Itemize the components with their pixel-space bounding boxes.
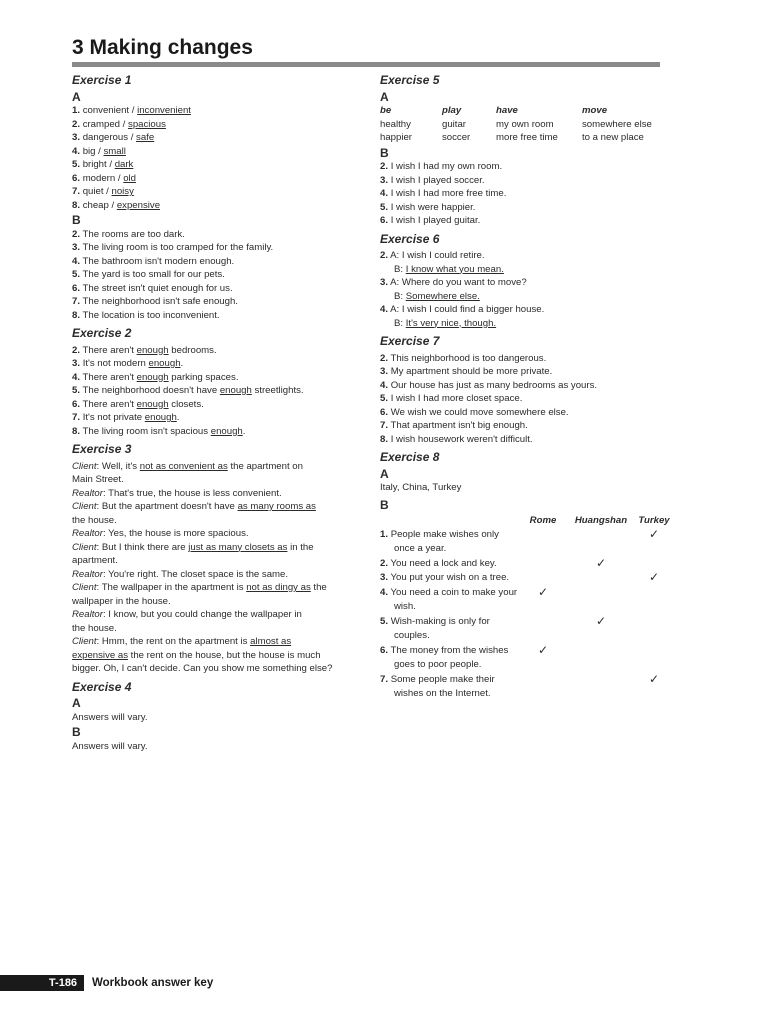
- item-number: 2.: [380, 161, 389, 172]
- table-cell: soccer: [442, 132, 471, 143]
- list-item: [72, 255, 362, 269]
- empty-cell: [518, 528, 568, 557]
- item-number: 3.: [72, 132, 81, 143]
- check-mark-icon: ✓: [648, 526, 660, 541]
- item-text: I wish were happier.: [390, 201, 476, 213]
- item-text: parking spaces.: [168, 371, 239, 383]
- item-text: There aren't: [82, 344, 137, 356]
- list-item: [380, 406, 670, 420]
- title-rule: [72, 62, 660, 67]
- empty-cell: [568, 571, 634, 586]
- statement-text: The money from the wishes goes to poor people.: [390, 644, 509, 670]
- answer-underlined: inconvenient: [137, 105, 191, 116]
- response-prefix: B:: [394, 290, 406, 302]
- item-number: 4.: [380, 586, 389, 598]
- item-text: That apartment isn't big enough.: [390, 420, 528, 431]
- item-text: bright /: [82, 159, 115, 170]
- list-item-response: [380, 263, 670, 277]
- list-item: [72, 199, 362, 213]
- answer-underlined: It's very nice, though.: [405, 317, 497, 329]
- exercise-1-a-list: [72, 104, 362, 212]
- item-text: The living room isn't spacious: [82, 425, 211, 437]
- exercise-1-a-label: A: [72, 89, 81, 104]
- list-item: [380, 249, 670, 263]
- list-item: [380, 187, 670, 201]
- item-text: I wish I played soccer.: [390, 174, 485, 186]
- exercise-8-b-label: B: [380, 497, 389, 512]
- item-number: 6.: [380, 644, 389, 656]
- item-text: The bathroom isn't modern enough.: [82, 255, 235, 267]
- statement-text: Some people make their wishes on the Internet.: [390, 673, 495, 699]
- answer-underlined: spacious: [128, 118, 166, 130]
- item-number: 5.: [72, 385, 81, 396]
- item-text: The neighborhood isn't safe enough.: [82, 296, 238, 307]
- item-number: 6.: [380, 406, 389, 418]
- empty-cell: [568, 528, 634, 557]
- page-title: 3 Making changes: [72, 36, 253, 59]
- response-prefix: B:: [394, 263, 406, 275]
- item-number: 7.: [380, 673, 389, 685]
- item-text: The location is too inconvenient.: [82, 309, 220, 321]
- item-number: 7.: [380, 420, 389, 431]
- list-item: [72, 309, 362, 323]
- empty-cell: [634, 644, 674, 673]
- item-number: 5.: [380, 615, 389, 627]
- check-mark-icon: ✓: [595, 555, 607, 570]
- item-text: I wish I had more free time.: [390, 188, 507, 199]
- exercise-4-a-label: A: [72, 696, 81, 710]
- exercise-7-title: Exercise 7: [380, 334, 440, 348]
- list-item: [380, 392, 670, 406]
- list-item: [380, 214, 670, 228]
- exercise-5-a-label: A: [380, 89, 389, 104]
- table-header: play: [442, 105, 462, 116]
- exercise-1-title: Exercise 1: [72, 73, 132, 87]
- item-number: 8.: [72, 309, 81, 321]
- item-text: There aren't: [82, 371, 137, 383]
- exercise-6-list: [380, 249, 670, 330]
- list-item: [72, 172, 362, 186]
- table-cell: somewhere else: [582, 118, 652, 130]
- table-header: Rome: [529, 515, 557, 526]
- list-item: [380, 365, 670, 379]
- list-item: [380, 160, 670, 174]
- list-item: [72, 158, 362, 172]
- item-text: .: [242, 425, 246, 437]
- item-text: closets.: [168, 398, 204, 410]
- exercise-3-title: Exercise 3: [72, 442, 132, 456]
- empty-cell: [568, 673, 634, 702]
- list-item: [380, 201, 670, 215]
- list-item: [72, 425, 362, 439]
- item-number: 3.: [380, 277, 389, 288]
- item-text: I wish I had my own room.: [390, 161, 503, 172]
- item-text: .: [180, 358, 184, 369]
- statement: [380, 528, 518, 557]
- item-number: 2.: [72, 344, 81, 356]
- left-column: [72, 72, 362, 753]
- exercise-4-title: Exercise 4: [72, 679, 132, 694]
- exercise-8-table: [380, 514, 670, 702]
- list-item: [72, 344, 362, 358]
- item-text: I wish I played guitar.: [390, 215, 481, 226]
- exercise-1-b-label: B: [72, 213, 81, 227]
- answer-underlined: enough: [136, 398, 169, 410]
- list-item: [72, 295, 362, 309]
- item-number: 3.: [72, 358, 81, 369]
- statement-text: Wish-making is only for couples.: [390, 615, 490, 641]
- item-number: 7.: [72, 412, 81, 423]
- item-number: 3.: [72, 242, 81, 253]
- list-item: [72, 371, 362, 385]
- item-text: modern /: [82, 172, 124, 184]
- answer-underlined: enough: [210, 425, 243, 437]
- exercise-5-table: [380, 104, 670, 145]
- list-item: [380, 379, 670, 393]
- item-number: 2.: [72, 118, 81, 130]
- item-text: The neighborhood doesn't have: [82, 385, 220, 396]
- table-header: have: [496, 105, 518, 116]
- item-text: cheap /: [82, 199, 117, 211]
- list-item: [72, 241, 362, 255]
- statement: [380, 571, 518, 586]
- right-column: [380, 72, 670, 702]
- item-number: 4.: [72, 371, 81, 383]
- check-mark-icon: ✓: [537, 642, 549, 657]
- answer-underlined: enough: [136, 344, 169, 356]
- list-item: [72, 398, 362, 412]
- exercise-6-title: Exercise 6: [380, 231, 440, 246]
- item-text: quiet /: [82, 186, 112, 197]
- empty-cell: [634, 615, 674, 644]
- exercise-7-list: [380, 352, 670, 447]
- page-footer: [0, 975, 214, 991]
- list-item-response: [380, 317, 670, 331]
- answer-underlined: noisy: [111, 186, 134, 197]
- list-item: [380, 352, 670, 366]
- item-text: big /: [82, 145, 104, 157]
- empty-cell: [568, 644, 634, 673]
- list-item: [380, 303, 670, 317]
- item-text: There aren't: [82, 398, 137, 410]
- item-number: 4.: [72, 255, 81, 267]
- item-number: 6.: [380, 215, 389, 226]
- list-item: [72, 268, 362, 282]
- empty-cell: [518, 557, 568, 572]
- item-text: dangerous /: [82, 132, 137, 143]
- exercise-2-title: Exercise 2: [72, 326, 132, 340]
- table-header: Turkey: [638, 515, 670, 526]
- table-cell: guitar: [442, 118, 466, 130]
- list-item: [72, 131, 362, 145]
- response-prefix: B:: [394, 317, 406, 329]
- answer-underlined: enough: [136, 371, 169, 383]
- answer-underlined: Somewhere else.: [405, 290, 480, 302]
- item-number: 4.: [380, 379, 389, 391]
- exercise-5-b-list: [380, 160, 670, 228]
- item-text: It's not modern: [82, 358, 149, 369]
- item-number: 4.: [72, 145, 81, 157]
- statement-text: People make wishes only once a year.: [390, 528, 499, 554]
- list-item: [380, 276, 670, 290]
- item-text: A: I wish I could find a bigger house.: [390, 304, 545, 315]
- item-number: 5.: [380, 201, 389, 213]
- item-text: My apartment should be more private.: [390, 366, 553, 377]
- item-text: .: [176, 412, 180, 423]
- statement: [380, 673, 518, 702]
- statement-text: You need a coin to make your wish.: [390, 586, 518, 612]
- item-text: bedrooms.: [168, 344, 217, 356]
- list-item: [72, 282, 362, 296]
- exercise-8-a-label: A: [380, 466, 389, 481]
- item-text: A: Where do you want to move?: [390, 277, 527, 288]
- list-item: [72, 411, 362, 425]
- item-text: This neighborhood is too dangerous.: [390, 352, 547, 364]
- statement: [380, 557, 518, 572]
- item-number: 6.: [72, 398, 81, 410]
- answer-underlined: small: [103, 145, 126, 157]
- exercise-8-title: Exercise 8: [380, 450, 440, 464]
- item-text: Our house has just as many bedrooms as yours.: [390, 379, 598, 391]
- answer-underlined: enough: [219, 385, 252, 396]
- exercise-2-list: [72, 344, 362, 439]
- item-text: streetlights.: [251, 385, 304, 396]
- exercise-1-b-list: [72, 228, 362, 323]
- list-item: [72, 104, 362, 118]
- list-item: [72, 185, 362, 199]
- table-cell: my own room: [496, 118, 554, 130]
- answer-underlined: enough: [144, 412, 177, 423]
- answer-underlined: dark: [114, 159, 134, 170]
- table-cell: to a new place: [582, 132, 644, 143]
- item-number: 5.: [380, 393, 389, 404]
- list-item: [72, 118, 362, 132]
- exercise-5-b-label: B: [380, 145, 389, 160]
- item-text: cramped /: [82, 118, 129, 130]
- list-item: [72, 228, 362, 242]
- statement: [380, 644, 518, 673]
- check-mark-icon: ✓: [648, 570, 660, 584]
- item-number: 6.: [72, 172, 81, 184]
- item-number: 2.: [72, 228, 81, 240]
- item-number: 7.: [72, 186, 81, 197]
- list-item: [72, 145, 362, 159]
- list-item: [72, 357, 362, 371]
- item-number: 8.: [72, 425, 81, 437]
- empty-cell: [518, 615, 568, 644]
- item-text: The street isn't quiet enough for us.: [82, 282, 233, 294]
- table-header: move: [582, 105, 608, 116]
- list-item: [380, 433, 670, 447]
- empty-cell: [568, 586, 634, 615]
- exercise-8-a-answer: Italy, China, Turkey: [380, 482, 462, 493]
- empty-cell: [634, 586, 674, 615]
- item-number: 3.: [380, 572, 389, 583]
- list-item: [72, 384, 362, 398]
- footer-label: Workbook answer key: [92, 977, 214, 989]
- item-text: The living room is too cramped for the family.: [82, 242, 274, 253]
- empty-cell: [634, 557, 674, 572]
- item-text: The rooms are too dark.: [82, 228, 185, 240]
- item-number: 4.: [380, 188, 389, 199]
- exercise-4-b-label: B: [72, 725, 81, 739]
- statement: [380, 586, 518, 615]
- page-number: T-186: [42, 975, 84, 991]
- item-number: 8.: [72, 199, 81, 211]
- statement-text: You need a lock and key.: [390, 557, 497, 569]
- item-text: I wish housework weren't difficult.: [390, 433, 533, 445]
- check-mark-icon: ✓: [595, 613, 607, 628]
- exercise-3-dialogue: Client: Well, it's not as convenient as the apartment on Main Street. Realtor: That's true, the house is less convenient. Client: But the apartment doesn't have as many rooms as the house. Realtor: Yes, the house is more spacious. Client: But I think there are just as many closets as in the apartment. Realtor: You're right. The closet space is the same. Client: The wallpaper in the apartment is not as dingy as the wallpaper in the house. Realtor: I know, but you could change the wallpaper in the house. Client: Hmm, the rent on the apartment is almost as expensive as the rent on the house, but the house is much bigger. Oh, I can't decide. Can you show me something else?: [72, 460, 333, 674]
- answer-underlined: expensive: [116, 199, 161, 211]
- check-mark-icon: ✓: [648, 671, 660, 686]
- item-number: 7.: [72, 296, 81, 307]
- item-number: 2.: [380, 352, 389, 364]
- item-number: 3.: [380, 366, 389, 377]
- item-text: We wish we could move somewhere else.: [390, 406, 569, 418]
- item-number: 8.: [380, 433, 389, 445]
- empty-cell: [518, 571, 568, 586]
- item-number: 3.: [380, 174, 389, 186]
- item-number: 1.: [72, 105, 81, 116]
- item-text: It's not private: [82, 412, 145, 423]
- check-mark-icon: ✓: [537, 584, 549, 599]
- item-number: 2.: [380, 557, 389, 569]
- exercise-4-b-answer: Answers will vary.: [72, 740, 148, 752]
- item-number: 5.: [72, 269, 81, 280]
- table-cell: healthy: [380, 118, 411, 130]
- empty-cell: [518, 673, 568, 702]
- answer-underlined: old: [123, 172, 137, 184]
- item-text: The yard is too small for our pets.: [82, 269, 225, 280]
- item-text: convenient /: [82, 105, 138, 116]
- answer-underlined: I know what you mean.: [405, 263, 504, 275]
- answer-underlined: enough: [148, 358, 181, 369]
- item-text: I wish I had more closet space.: [390, 393, 523, 404]
- item-number: 6.: [72, 282, 81, 294]
- statement: [380, 615, 518, 644]
- item-number: 5.: [72, 159, 81, 170]
- table-header: Huangshan: [574, 515, 628, 526]
- answer-underlined: safe: [136, 132, 155, 143]
- item-number: 1.: [380, 528, 389, 540]
- exercise-5-title: Exercise 5: [380, 73, 440, 87]
- list-item: [380, 174, 670, 188]
- table-header-blank: [380, 514, 518, 528]
- footer-bar: [0, 975, 42, 991]
- exercise-4-a-answer: Answers will vary.: [72, 711, 148, 723]
- table-cell: more free time: [496, 132, 558, 143]
- table-cell: happier: [380, 132, 413, 143]
- list-item: [380, 419, 670, 433]
- list-item-response: [380, 290, 670, 304]
- item-text: A: I wish I could retire.: [390, 250, 485, 261]
- table-header: be: [380, 105, 392, 116]
- statement-text: You put your wish on a tree.: [390, 572, 510, 583]
- item-number: 4.: [380, 304, 389, 315]
- item-number: 2.: [380, 250, 389, 261]
